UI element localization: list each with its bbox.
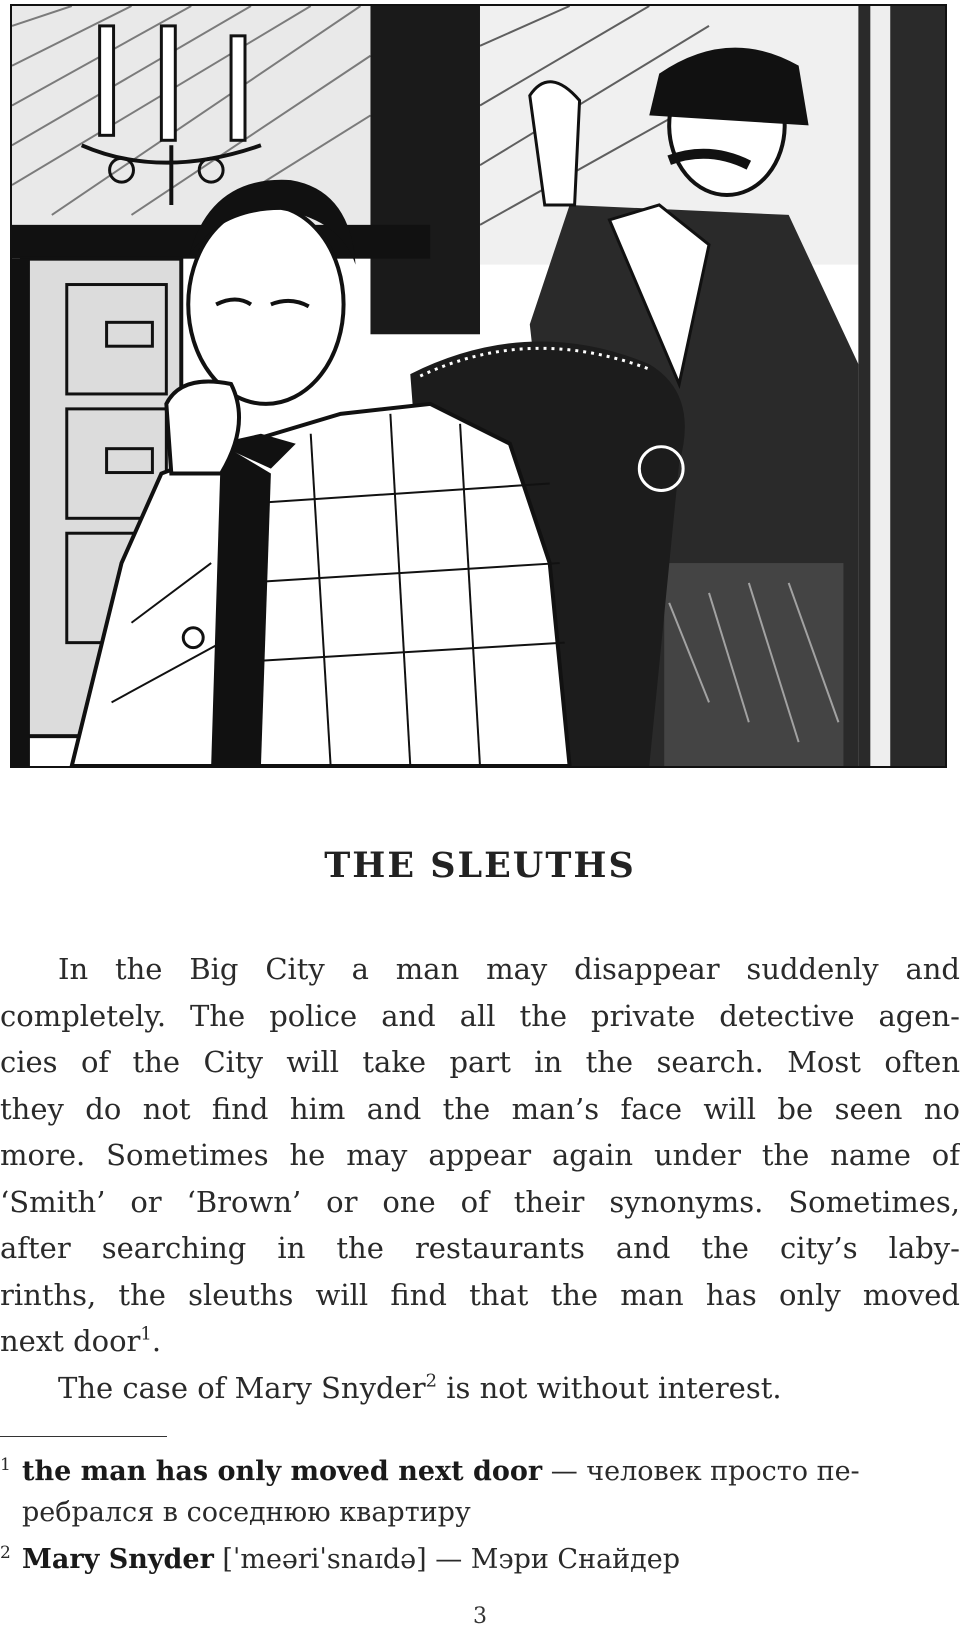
footnote-divider bbox=[0, 1436, 167, 1437]
engraving-illustration bbox=[12, 6, 945, 766]
text-fragment: . bbox=[151, 1324, 162, 1358]
text-fragment: next door bbox=[0, 1324, 141, 1358]
page-title: THE SLEUTHS bbox=[324, 845, 636, 886]
footnotes bbox=[0, 1445, 960, 1580]
text-line: In the Big City a man may disappear suddenly and bbox=[58, 952, 960, 986]
text-fragment: The case of Mary Snyder bbox=[58, 1370, 426, 1405]
footnote-gloss: — человек просто пе- bbox=[542, 1456, 860, 1487]
footnote-term: Mary Snyder bbox=[22, 1544, 214, 1575]
page-number: 3 bbox=[473, 1604, 487, 1629]
footnote-number: 1 bbox=[0, 1455, 11, 1475]
illustration bbox=[10, 4, 947, 768]
footnote-continuation: ребрался в соседнюю квартиру bbox=[22, 1497, 471, 1528]
text-line: ‘Smith’ or ‘Brown’ or one of their synonyms. Sometimes, bbox=[0, 1184, 960, 1219]
text-line: after searching in the restaurants and the city’s laby- bbox=[0, 1231, 960, 1265]
text-line: rinths, the sleuths will find that the man has only moved bbox=[0, 1277, 960, 1312]
footnote-gloss: [ˈmeəriˈsnaɪdə] — Мэри Снайдер bbox=[213, 1544, 681, 1575]
text-fragment: is not without interest. bbox=[437, 1370, 782, 1405]
text-line: completely. The police and all the private detective agen- bbox=[0, 998, 960, 1033]
footnote bbox=[0, 1445, 960, 1492]
footnote-number: 2 bbox=[0, 1543, 11, 1563]
text-line: they do not find him and the man’s face will be seen no bbox=[0, 1091, 960, 1126]
text-line: more. Sometimes he may appear again under the name of bbox=[0, 1138, 960, 1172]
footnote-ref: 1 bbox=[140, 1323, 152, 1345]
text-line bbox=[0, 1318, 960, 1365]
body-text bbox=[0, 946, 960, 1411]
text-line bbox=[0, 1365, 960, 1412]
footnote-ref: 2 bbox=[425, 1369, 438, 1391]
footnote-term: the man has only moved next door bbox=[22, 1456, 543, 1487]
footnote bbox=[0, 1533, 960, 1580]
text-line: cies of the City will take part in the search. Most often bbox=[0, 1045, 960, 1079]
